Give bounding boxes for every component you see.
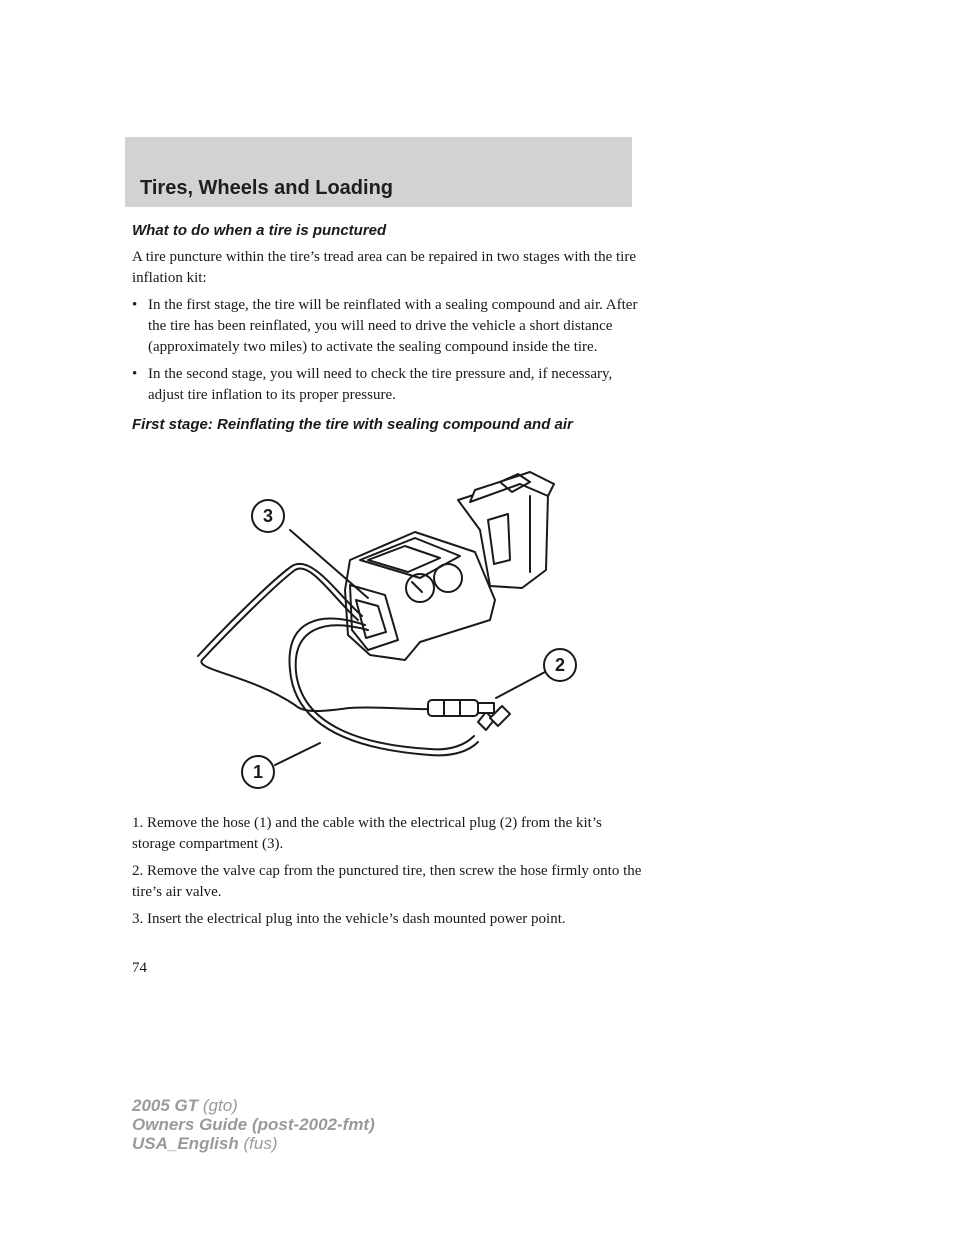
page-number: 74 [132, 960, 147, 976]
footer-language-code: (fus) [243, 1134, 278, 1153]
main-content [132, 220, 642, 441]
list-item [132, 295, 642, 358]
footer-guide: Owners Guide (post-2002-fmt) [132, 1115, 375, 1134]
subheading-first-stage: First stage: Reinflating the tire with sealing compound and air [132, 416, 573, 433]
step-1: 1. Remove the hose (1) and the cable with the electrical plug (2) from the kit’s storage compartment (3). [132, 815, 602, 852]
callout-label: 2 [554, 655, 566, 675]
list-item [132, 364, 642, 406]
section-title: Tires, Wheels and Loading [140, 177, 394, 199]
callout-label: 3 [262, 506, 274, 526]
tire-inflation-kit-illustration [190, 460, 590, 805]
bullet-icon: • [132, 297, 138, 313]
step-3: 3. Insert the electrical plug into the vehicle’s dash mounted power point. [132, 911, 566, 927]
footer-model-code: (gto) [202, 1096, 238, 1115]
bullet-icon: • [132, 366, 138, 382]
step-2: 2. Remove the valve cap from the punctured tire, then screw the hose firmly onto the tire’s air valve. [132, 863, 642, 900]
list-item-text: In the first stage, the tire will be reinflated with a sealing compound and air. After the tire has been reinflated, you will need to drive the vehicle a short distance (approximately two miles) to activate the sealing compound inside the tire. [148, 297, 638, 355]
electrical-plug [428, 700, 478, 716]
intro-paragraph: A tire puncture within the tire’s tread area can be repaired in two stages with the tire inflation kit: [132, 249, 636, 286]
footer-model: 2005 GT [132, 1096, 199, 1115]
section-header-band [125, 137, 632, 207]
instruction-steps [132, 813, 642, 936]
footer-language: USA_English [132, 1134, 239, 1153]
callout-label: 1 [252, 762, 264, 782]
document-footer [132, 1096, 375, 1153]
stage-list [132, 295, 642, 406]
subheading-punctured: What to do when a tire is punctured [132, 222, 387, 239]
list-item-text: In the second stage, you will need to check the tire pressure and, if necessary, adjust tire inflation to its proper pressure. [148, 366, 613, 403]
